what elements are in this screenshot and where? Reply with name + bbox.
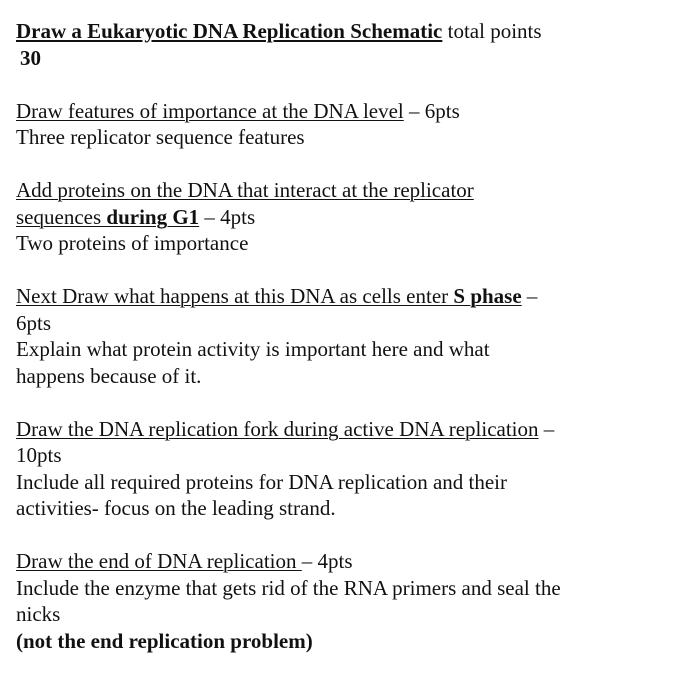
section-heading: Draw the DNA replication fork during active DNA replication: [16, 416, 539, 441]
section-heading-bold: during G1: [106, 204, 200, 229]
spacer: [16, 522, 686, 549]
spacer: [16, 389, 686, 416]
section-points: –: [538, 416, 555, 441]
section-heading: Draw features of importance at the DNA level: [16, 98, 404, 123]
section-points: – 6pts: [403, 98, 460, 123]
section-detail: Include all required proteins for DNA replication and their: [16, 469, 507, 494]
section-detail: Two proteins of importance: [16, 231, 249, 255]
section-detail: Explain what protein activity is important here and what: [16, 337, 490, 361]
section-points-continued: 6pts: [16, 310, 52, 335]
section-replication-fork: [16, 416, 686, 522]
title-points-line: [16, 45, 686, 72]
total-points: 30: [20, 45, 41, 70]
section-note: (not the end replication problem): [16, 628, 313, 653]
section-s-phase: [16, 283, 686, 389]
section-detail-continued: nicks: [16, 602, 61, 626]
section-points: – 4pts: [301, 549, 353, 573]
section-detail: Three replicator sequence features: [16, 125, 305, 149]
section-detail: Include the enzyme that gets rid of the RNA primers and seal the: [16, 575, 561, 600]
section-heading-continued: sequences: [16, 204, 107, 229]
section-points: –: [521, 284, 538, 308]
section-detail-continued: activities- focus on the leading strand.: [16, 496, 336, 520]
section-heading-bold: S phase: [453, 284, 522, 308]
spacer: [16, 71, 686, 98]
section-detail-continued: happens because of it.: [16, 363, 202, 388]
section-dna-features: [16, 98, 686, 151]
assignment-page: [16, 18, 686, 654]
section-points: – 4pts: [199, 204, 256, 229]
section-g1-proteins: [16, 177, 686, 257]
section-points-continued: 10pts: [16, 443, 62, 467]
section-heading: Add proteins on the DNA that interact at the replicator: [16, 178, 474, 202]
spacer: [16, 151, 686, 178]
section-heading: Draw the end of DNA replication: [16, 549, 302, 573]
section-end-replication: [16, 548, 686, 654]
assignment-title: [16, 18, 686, 45]
title-heading: Draw a Eukaryotic DNA Replication Schematic: [16, 19, 443, 43]
spacer: [16, 257, 686, 284]
title-suffix: total points: [442, 19, 542, 43]
section-heading: Next Draw what happens at this DNA as cells enter: [16, 284, 454, 308]
